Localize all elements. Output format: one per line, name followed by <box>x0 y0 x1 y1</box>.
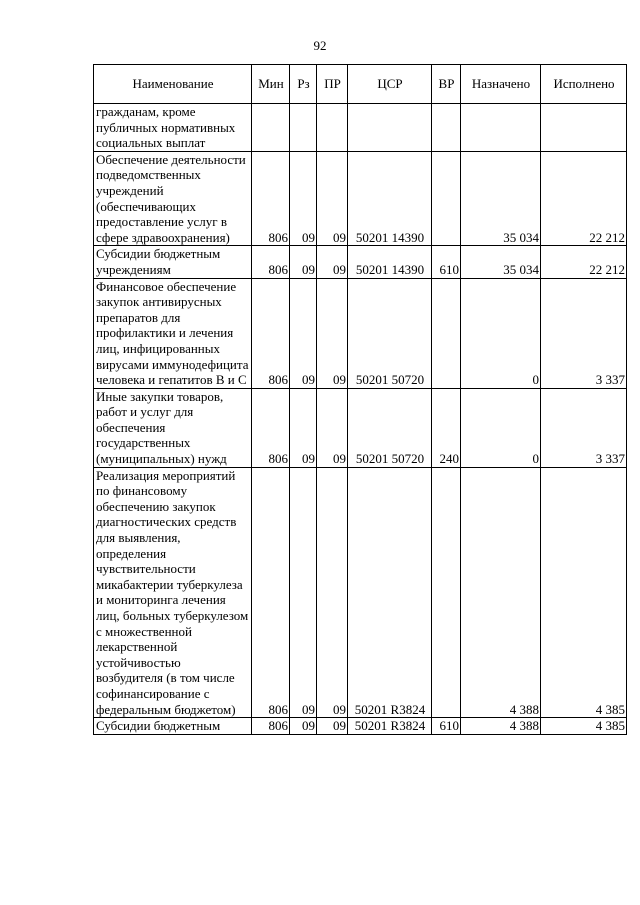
table-row <box>94 246 627 278</box>
row-pr <box>317 104 348 152</box>
row-min: 806 <box>252 246 290 278</box>
row-rz: 09 <box>290 246 317 278</box>
row-pr: 09 <box>317 388 348 467</box>
row-name: Финансовое обеспечение закупок антивирусных препаратов для профилактики и лечения лиц, инфицированных вирусами иммунодефицита человека и гепатитов В и С <box>94 278 252 388</box>
header-vr: ВР <box>432 65 461 104</box>
header-name: Наименование <box>94 65 252 104</box>
row-name: Иные закупки товаров, работ и услуг для обеспечения государственных (муниципальных) нужд <box>94 388 252 467</box>
row-naznacheno: 4 388 <box>461 718 541 735</box>
row-naznacheno: 0 <box>461 278 541 388</box>
header-pr: ПР <box>317 65 348 104</box>
header-rz: Рз <box>290 65 317 104</box>
row-csr: 50201 R3824 <box>348 467 432 718</box>
row-min: 806 <box>252 718 290 735</box>
row-csr: 50201 R3824 <box>348 718 432 735</box>
row-min: 806 <box>252 278 290 388</box>
row-rz: 09 <box>290 278 317 388</box>
row-name: гражданам, кроме публичных нормативных социальных выплат <box>94 104 252 152</box>
row-csr <box>348 104 432 152</box>
row-naznacheno: 4 388 <box>461 467 541 718</box>
row-csr: 50201 14390 <box>348 151 432 246</box>
row-ispolneno: 3 337 <box>541 278 627 388</box>
row-rz: 09 <box>290 718 317 735</box>
row-min: 806 <box>252 151 290 246</box>
row-csr: 50201 14390 <box>348 246 432 278</box>
table-header-row <box>94 65 627 104</box>
row-ispolneno: 4 385 <box>541 467 627 718</box>
row-min: 806 <box>252 388 290 467</box>
row-rz: 09 <box>290 467 317 718</box>
row-ispolneno: 22 212 <box>541 246 627 278</box>
table-row <box>94 278 627 388</box>
table-row <box>94 467 627 718</box>
header-csr: ЦСР <box>348 65 432 104</box>
row-naznacheno <box>461 104 541 152</box>
row-vr: 240 <box>432 388 461 467</box>
row-vr <box>432 151 461 246</box>
row-vr: 610 <box>432 246 461 278</box>
table-row <box>94 718 627 735</box>
row-ispolneno <box>541 104 627 152</box>
row-name: Обеспечение деятельности подведомственных учреждений (обеспечивающих предоставление услуг в сфере здравоохранения) <box>94 151 252 246</box>
row-vr <box>432 104 461 152</box>
row-rz <box>290 104 317 152</box>
row-pr: 09 <box>317 151 348 246</box>
table-row <box>94 104 627 152</box>
row-min: 806 <box>252 467 290 718</box>
budget-table <box>93 64 627 735</box>
row-pr: 09 <box>317 246 348 278</box>
header-ispolneno: Исполнено <box>541 65 627 104</box>
row-ispolneno: 22 212 <box>541 151 627 246</box>
row-pr: 09 <box>317 718 348 735</box>
table-row <box>94 388 627 467</box>
row-naznacheno: 35 034 <box>461 151 541 246</box>
page-number: 92 <box>313 38 327 53</box>
row-ispolneno: 4 385 <box>541 718 627 735</box>
row-rz: 09 <box>290 151 317 246</box>
row-vr: 610 <box>432 718 461 735</box>
row-csr: 50201 50720 <box>348 388 432 467</box>
header-naznacheno: Назначено <box>461 65 541 104</box>
row-naznacheno: 35 034 <box>461 246 541 278</box>
header-min: Мин <box>252 65 290 104</box>
row-naznacheno: 0 <box>461 388 541 467</box>
row-min <box>252 104 290 152</box>
row-ispolneno: 3 337 <box>541 388 627 467</box>
row-pr: 09 <box>317 278 348 388</box>
row-rz: 09 <box>290 388 317 467</box>
row-csr: 50201 50720 <box>348 278 432 388</box>
row-name: Реализация мероприятий по финансовому обеспечению закупок диагностических средств для выявления, определения чувствительности микабактерии туберкулеза и мониторинга лечения лиц, больных туберкулезом с множественной лекарственной устойчивостью возбудителя (в том числе софинансирование с федеральным бюджетом) <box>94 467 252 718</box>
row-vr <box>432 278 461 388</box>
row-vr <box>432 467 461 718</box>
row-name: Субсидии бюджетным <box>94 718 252 735</box>
row-name: Субсидии бюджетным учреждениям <box>94 246 252 278</box>
table-row <box>94 151 627 246</box>
row-pr: 09 <box>317 467 348 718</box>
